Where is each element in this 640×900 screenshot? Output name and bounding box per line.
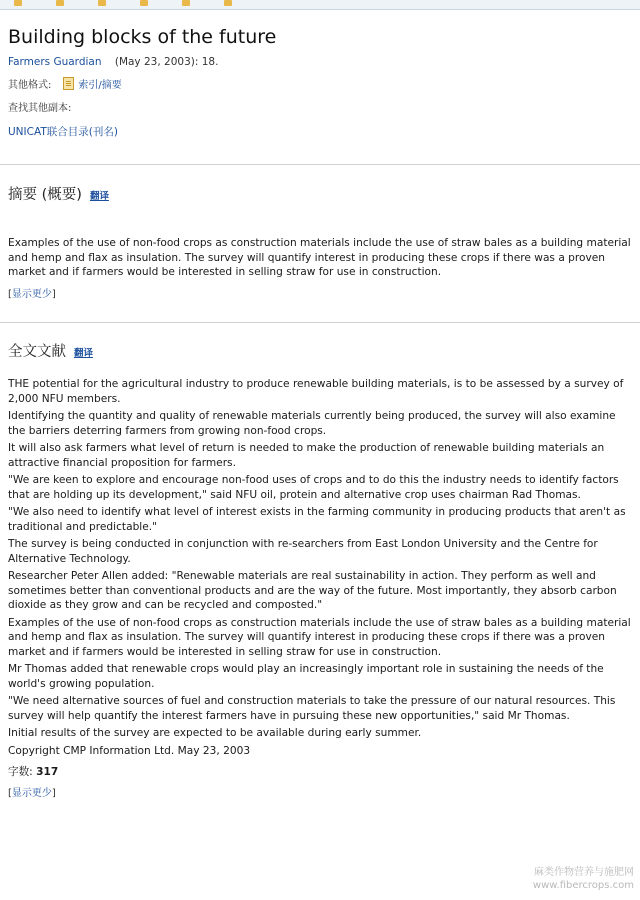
fulltext-paragraph: It will also ask farmers what level of return is needed to make the production of renewable building materials an attractive financial proposition for farmers. [8, 442, 605, 469]
toolbar-icon [98, 0, 106, 6]
abstract-heading [8, 183, 109, 204]
watermark-line-2: www.fibercrops.com [532, 880, 634, 891]
toolbar-button-5[interactable] [182, 0, 190, 9]
watermark-line-1: 麻类作物营养与施肥网 [534, 867, 634, 878]
divider [0, 164, 640, 165]
copyright-line: Copyright CMP Information Ltd. May 23, 2003 [8, 744, 251, 757]
bracket-open: [ [8, 288, 12, 300]
fulltext-paragraph: Examples of the use of non-food crops as construction materials include the use of straw bales as a building material and hemp and flax as insulation. The survey will quantify interest in producing these crops if there was a proven market and if farmers would be interested in selling straw for use in construction. [8, 616, 631, 658]
divider [0, 322, 640, 323]
toolbar-icon [14, 0, 22, 6]
toolbar-button-4[interactable] [140, 0, 148, 9]
abstract-translate-link[interactable]: 翻译 [89, 191, 109, 202]
toolbar [0, 0, 640, 10]
fulltext-paragraph: The survey is being conducted in conjunction with re-searchers from East London University and the Centre for Alternative Technology. [8, 538, 598, 565]
fulltext-paragraph: "We need alternative sources of fuel and construction materials to take the pressure of our natural resources. This survey will help quantify the interest farmers have in pursuing these new opportunities," said Mr Thomas. [8, 695, 616, 722]
document-icon [63, 77, 74, 90]
fulltext-paragraph: THE potential for the agricultural industry to produce renewable building materials, is to be assessed by a survey of 2,000 NFU members. [8, 378, 624, 405]
bracket-close: ] [51, 788, 56, 799]
toolbar-button-3[interactable] [98, 0, 106, 9]
fulltext-section [8, 377, 632, 799]
fulltext-paragraph: Mr Thomas added that renewable crops would play an increasingly important role in sustaining the needs of the world's growing population. [8, 663, 604, 690]
fulltext-heading [8, 340, 93, 361]
article-title: Building blocks of the future [8, 26, 277, 48]
article-header [8, 26, 632, 139]
citation-date: (May 23, 2003): 18. [114, 56, 219, 68]
abstract-show-less-link[interactable]: 显示更少 [11, 288, 52, 300]
source-link[interactable]: Farmers Guardian [8, 56, 102, 68]
fulltext-paragraph: "We are keen to explore and encourage non-food uses of crops and to do this the industry needs to identify factors that are holding up its development," said NFU oil, protein and alternative crop uses chairman Rad Thomas. [8, 474, 619, 501]
word-count-label: 字数: [8, 766, 33, 778]
toolbar-icon [56, 0, 64, 6]
index-abstract-link[interactable]: 索引/摘要 [78, 80, 122, 91]
fulltext-paragraph: "We also need to identify what level of interest exists in the farming community in producing products that aren't as traditional and predictable." [8, 506, 626, 533]
abstract-heading-text: 摘要 (概要) [8, 187, 82, 203]
toolbar-button-6[interactable] [224, 0, 232, 9]
fulltext-translate-link[interactable]: 翻译 [74, 348, 94, 359]
toolbar-icon [140, 0, 148, 6]
fulltext-show-less-link[interactable]: 显示更少 [11, 788, 52, 799]
toolbar-button-1[interactable] [14, 0, 22, 9]
fulltext-heading-text: 全文文献 [8, 344, 66, 360]
abstract-text: Examples of the use of non-food crops as construction materials include the use of straw bales as a building material and hemp and flax as insulation. The survey will quantify interest in producing these crops if there was a proven market and if farmers would be interested in selling straw for use in construction. [8, 237, 631, 278]
fulltext-paragraph: Identifying the quantity and quality of renewable materials currently being produced, the survey will also examine the barriers deterring farmers from growing non-food crops. [8, 410, 616, 437]
other-formats-row [8, 76, 632, 91]
word-count [8, 764, 632, 779]
watermark [533, 866, 634, 892]
unicat-link[interactable]: UNICAT联合目录(刊名) [8, 126, 118, 138]
abstract-section [8, 236, 632, 300]
fulltext-toggle [8, 784, 632, 799]
bracket-close: ] [51, 288, 56, 300]
toolbar-icon [224, 0, 232, 6]
abstract-toggle [8, 285, 632, 300]
find-copy-label: 查找其他副本: [8, 103, 72, 114]
bracket-open: [ [8, 788, 12, 799]
toolbar-icon [182, 0, 190, 6]
toolbar-button-2[interactable] [56, 0, 64, 9]
word-count-value: 317 [36, 766, 59, 778]
citation [8, 56, 632, 68]
other-formats-label: 其他格式: [8, 80, 52, 91]
fulltext-paragraph: Researcher Peter Allen added: "Renewable materials are real sustainability in action. They perform as well and sometimes better than conventional products and are the way of the future. Most importantly, they absorb carbon dioxide as they grow and can be recycled and composted." [8, 570, 617, 611]
find-copy-row [8, 99, 632, 114]
fulltext-paragraph: Initial results of the survey are expected to be available during early summer. [8, 727, 422, 739]
